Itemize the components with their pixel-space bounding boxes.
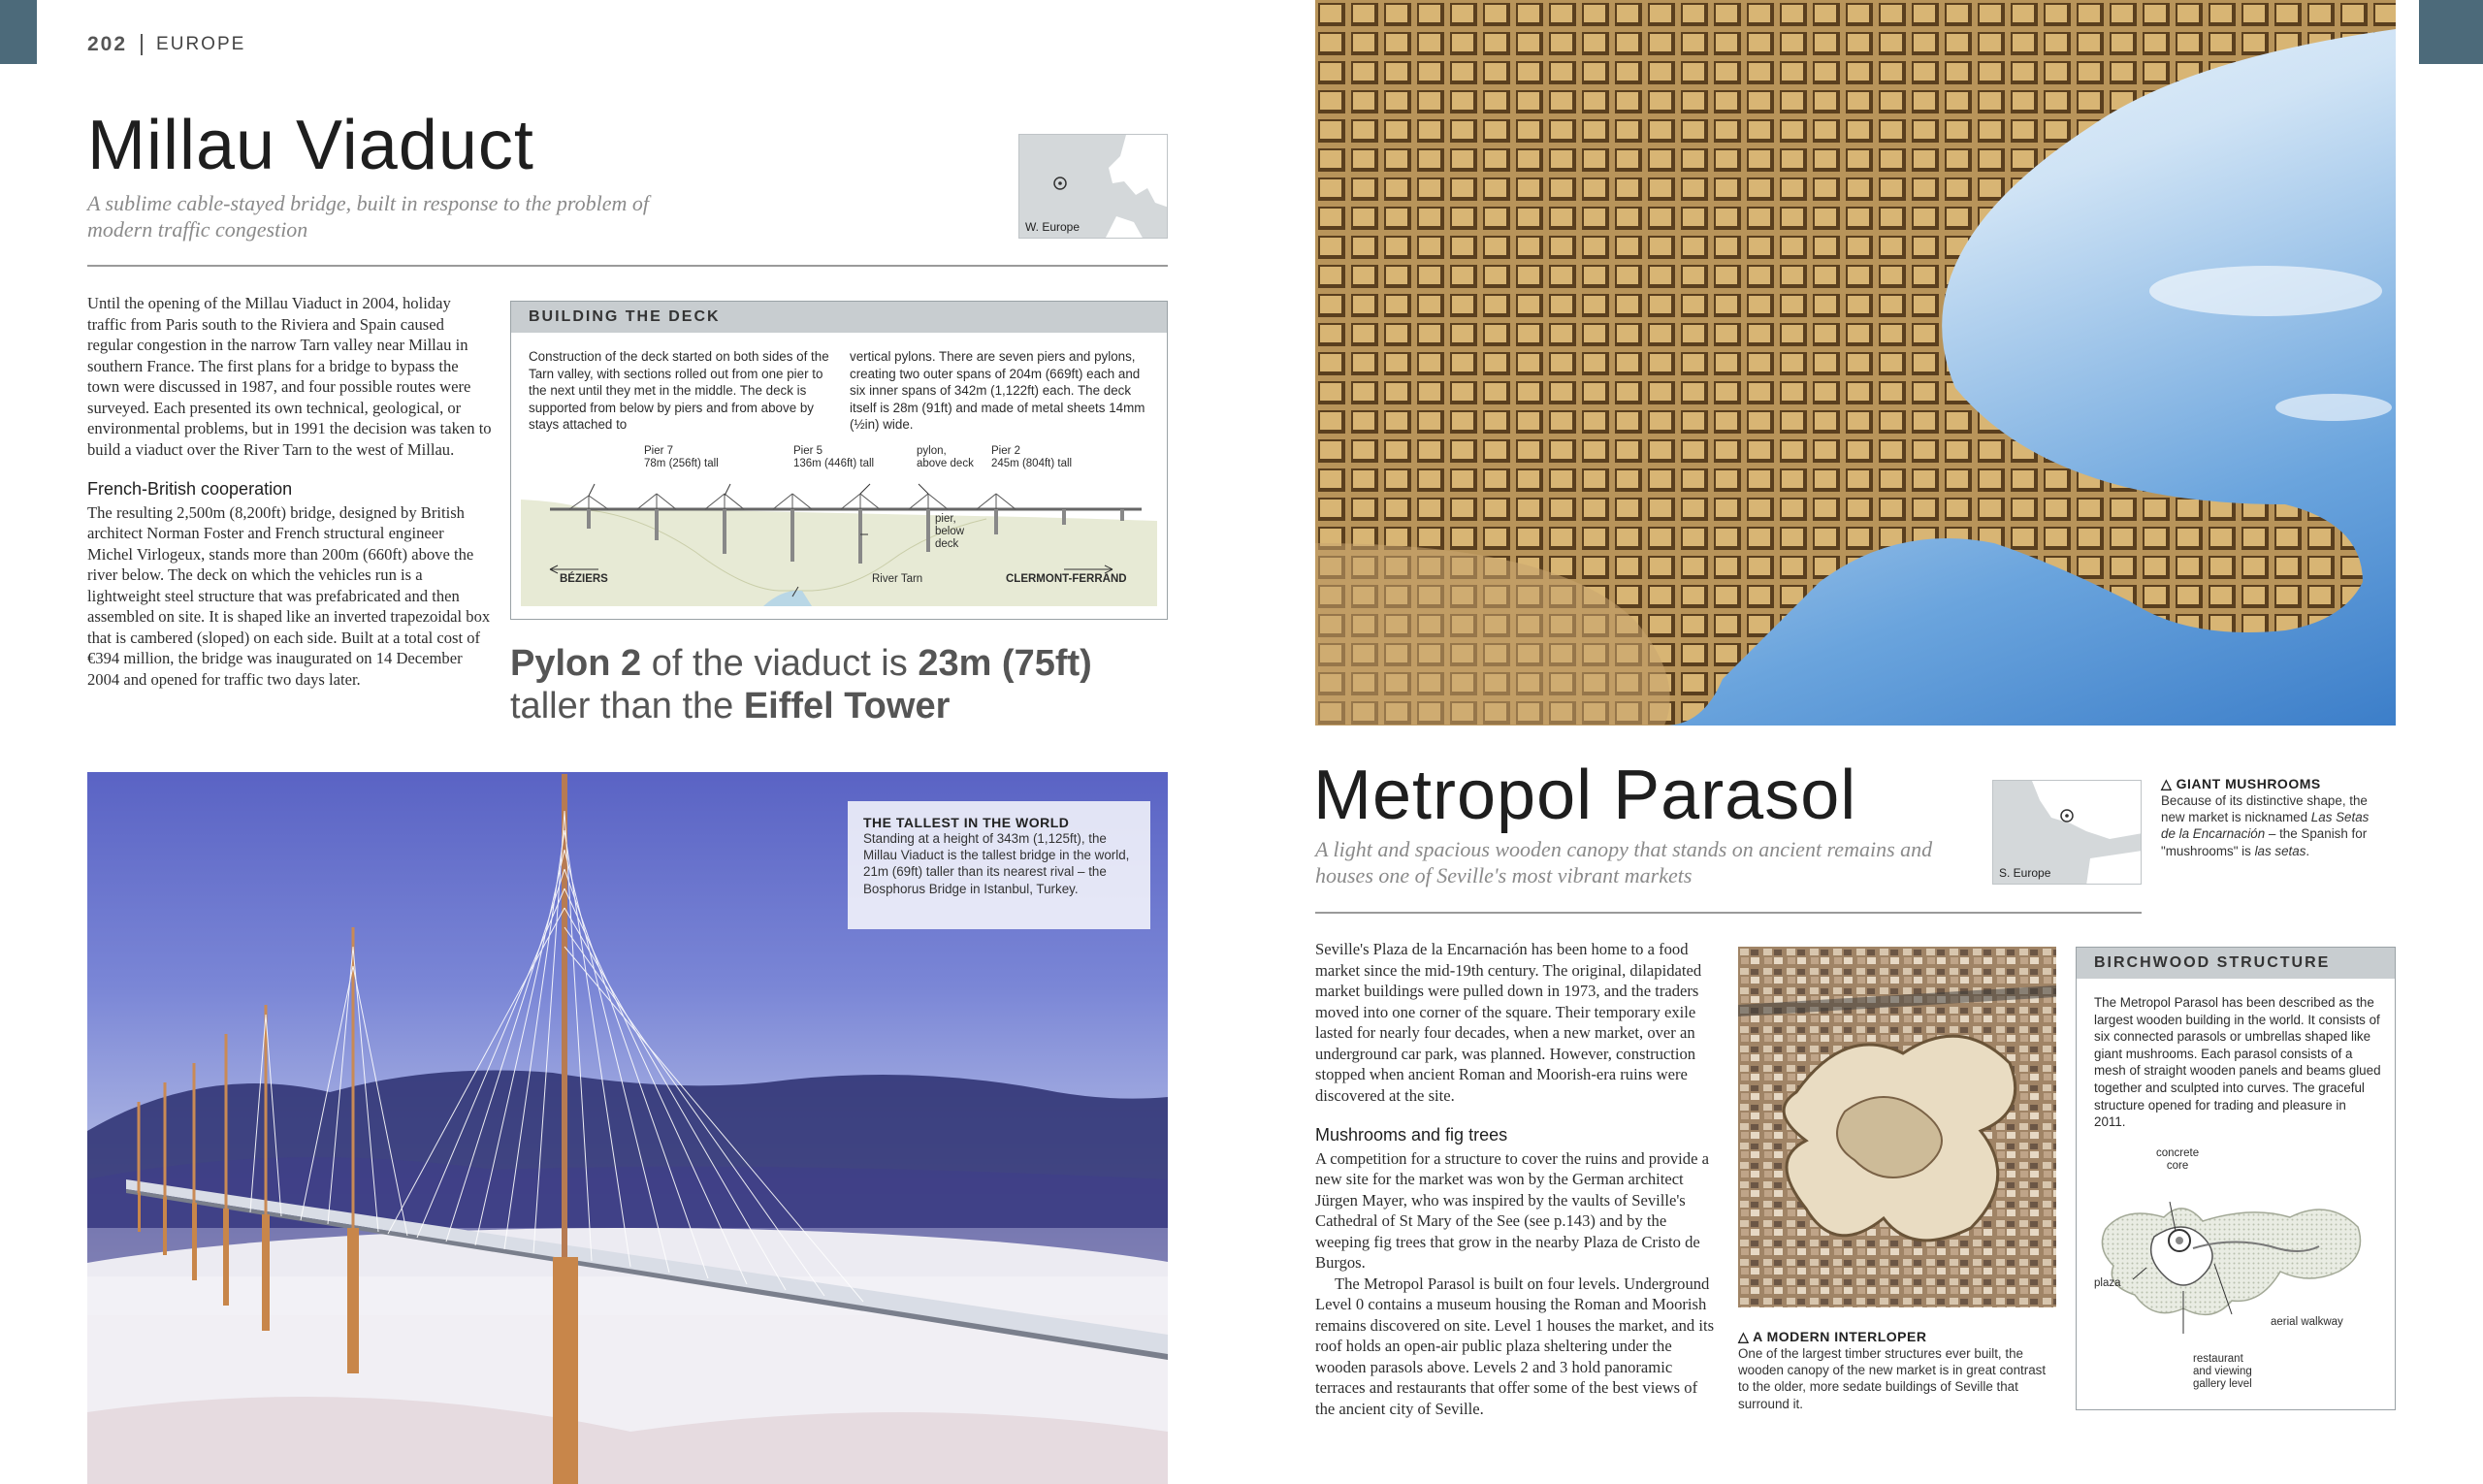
page-tab-left: [0, 0, 37, 64]
metropol-canopy-photo: [1315, 0, 2396, 726]
metropol-intro: Seville's Plaza de la Encarnación has been home to a food market since the mid-19th century. The original, dilapidated market buildings were pulled down in 1973, and the traders moved into one corner of the square. Their temporary exile lasted for nearly four decades, when a new market, over an underground car park, was planned. However, construction stopped when ancient Roman and Moorish-era ruins were discovered at the site.: [1315, 940, 1702, 1105]
deck-diagram: [521, 474, 1157, 606]
restaurant-label: [2193, 1353, 2252, 1391]
tallest-caption-text: Standing at a height of 343m (1,125ft), the Millau Viaduct is the tallest bridge in the world, 21m (69ft) taller than its nearest rival – the Bosphorus Bridge in Istanbul, Turkey.: [863, 831, 1130, 896]
mushrooms-text-italic2: las setas: [2254, 843, 2306, 858]
metropol-title-rule: [1315, 912, 2142, 914]
fact-part3: 23m (75ft): [918, 643, 1092, 684]
millau-title-rule: [87, 265, 1168, 267]
millau-body: [87, 293, 493, 690]
restaurant-line1: restaurant: [2193, 1353, 2243, 1365]
pier-below-line2: below: [935, 526, 965, 537]
mushrooms-text-c: .: [2306, 843, 2310, 858]
canopy-illustration: [1315, 0, 2396, 726]
core-label-line2: core: [2166, 1160, 2189, 1172]
tallest-caption-heading: THE TALLEST IN THE WORLD: [863, 815, 1070, 830]
core-label-line1: concrete: [2156, 1147, 2200, 1159]
millau-map-label: W. Europe: [1025, 220, 1080, 234]
deck-box-heading: BUILDING THE DECK: [511, 302, 1167, 333]
millau-viaduct-photo: [87, 772, 1168, 1484]
metropol-title: Metropol Parasol: [1313, 757, 1857, 834]
fact-part2: of the viaduct is: [641, 643, 919, 684]
birchwood-box-heading: BIRCHWOOD STRUCTURE: [2077, 948, 2395, 979]
pier5-label-line2: 136m (446ft) tall: [793, 458, 875, 469]
pylon-label-line1: pylon,: [917, 445, 947, 457]
plaza-label: plaza: [2094, 1277, 2121, 1289]
interloper-caption: [1738, 1329, 2058, 1412]
fact-part1: Pylon 2: [510, 643, 642, 684]
pylon-fact: [510, 642, 1189, 727]
aerial-walkway-label: aerial walkway: [2271, 1316, 2343, 1328]
pier7-label: [644, 445, 719, 470]
millau-subhead: French-British cooperation: [87, 479, 293, 499]
river-tarn-label: River Tarn: [872, 573, 923, 585]
metropol-body3: The Metropol Parasol is built on four levels. Underground Level 0 contains a museum housing the Roman and Moorish remains discovered on site. Level 1 houses the market, and its roof holds an open-air public plaza sheltering under the wooden parasols above. Levels 2 and 3 hold panoramic terraces and restaurants that offer some of the best views of the ancient city of Seville.: [1315, 1274, 1715, 1418]
pylon-label: [917, 445, 974, 470]
pier2-label: [991, 445, 1072, 470]
millau-subtitle: A sublime cable-stayed bridge, built in response to the problem of modern traffic congestion: [87, 191, 650, 242]
mushrooms-text-a: Because of its distinctive shape, the new market is nicknamed: [2161, 793, 2368, 825]
deck-box-col2: vertical pylons. There are seven piers and pylons, creating two outer spans of 204m (669ft) each and six inner spans of 342m (1,122ft) each. The deck itself is 28m (91ft) and made of metal sheets 14mm (½in) wide.: [850, 349, 1145, 433]
metropol-body2: A competition for a structure to cover the ruins and provide a new site for the market was won by the German architect Jürgen Mayer, who was inspired by the vaults of Seville's Cathedral of St Mary of the See (see p.143) and by the weeping fig trees that grow in the nearby Plaza de Cristo de Burgos.: [1315, 1148, 1709, 1272]
mushrooms-text-italic: Las Setas de la Encarnación: [2161, 810, 2370, 842]
birchwood-box-text: The Metropol Parasol has been described as the largest wooden building in the world. It consists of six connected parasols or umbrellas shaped like giant mushrooms. Each parasol consists of a mesh of straight wooden panels and beams glued together and sculpted into curves. The graceful structure opened for trading and pleasure in 2011.: [2094, 995, 2381, 1130]
header-divider: [141, 34, 143, 55]
pier2-label-line1: Pier 2: [991, 445, 1021, 457]
fact-part4: taller than the: [510, 686, 744, 726]
pier7-label-line1: Pier 7: [644, 445, 674, 457]
metropol-subtitle: A light and spacious wooden canopy that stands on ancient remains and houses one of Seville's most vibrant markets: [1315, 837, 1933, 887]
pier-below-line1: pier,: [935, 513, 956, 525]
beziers-label: BÉZIERS: [560, 573, 608, 585]
pier-below-deck-label: [935, 513, 964, 551]
concrete-core-label: [2156, 1147, 2199, 1173]
millau-body2: The resulting 2,500m (8,200ft) bridge, designed by British architect Norman Foster and French structural engineer Michel Virlogeux, stands more than 200m (660ft) above the river below. The deck on which the vehicles run is a lightweight steel structure that was prefabricated and then assembled on site. It is shaped like an inverted trapezoidal box that is cambered (sloped) on each side. Built at a total cost of €394 million, the bridge was inaugurated on 14 December 2004 and opened for traffic two days later.: [87, 502, 491, 689]
pylon-label-line2: above deck: [917, 458, 974, 469]
mushrooms-caption-heading: △ GIANT MUSHROOMS: [2161, 776, 2321, 791]
interloper-caption-text: One of the largest timber structures ever built, the wooden canopy of the new market is in great contrast to the older, more sedate buildings of Seville that surround it.: [1738, 1346, 2047, 1411]
page-tab-right: [2419, 0, 2483, 64]
millau-locator-map: [1018, 134, 1168, 239]
aerial-illustration: [1738, 947, 2056, 1307]
clermont-label: CLERMONT-FERRAND: [1006, 573, 1127, 585]
deck-box: [510, 301, 1168, 620]
pier7-label-line2: 78m (256ft) tall: [644, 458, 719, 469]
metropol-subhead: Mushrooms and fig trees: [1315, 1125, 1508, 1145]
pier-below-line3: deck: [935, 538, 959, 550]
tallest-caption: [848, 801, 1150, 929]
mushrooms-caption: [2161, 776, 2382, 859]
section-label: EUROPE: [156, 34, 246, 54]
metropol-locator-map: [1992, 780, 2142, 885]
metropol-body: [1315, 939, 1719, 1419]
pier5-label-line1: Pier 5: [793, 445, 823, 457]
fact-part5: Eiffel Tower: [743, 686, 951, 726]
restaurant-line3: gallery level: [2193, 1378, 2252, 1390]
pier2-label-line2: 245m (804ft) tall: [991, 458, 1073, 469]
interloper-caption-heading: △ A MODERN INTERLOPER: [1738, 1329, 1927, 1344]
mushrooms-caption-text: [2161, 792, 2382, 859]
millau-title: Millau Viaduct: [87, 107, 534, 184]
seville-aerial-photo: [1738, 947, 2056, 1307]
pier5-label: [793, 445, 874, 470]
birchwood-box: [2076, 947, 2396, 1410]
running-header: [87, 33, 245, 56]
restaurant-line2: and viewing: [2193, 1366, 2252, 1377]
millau-intro: Until the opening of the Millau Viaduct in 2004, holiday traffic from Paris south to the Riviera and Spain caused regular congestion in the narrow Tarn valley near Millau in southern France. The first plans for a bridge to bypass the town were discussed in 1987, and four possible routes were surveyed. Each presented its own technical, geological, or environmental problems, but in 1991 the decision was taken to build a viaduct over the River Tarn to the west of Millau.: [87, 294, 492, 459]
mushrooms-text-b: – the Spanish for "mushrooms" is: [2161, 826, 2368, 858]
metropol-map-label: S. Europe: [1999, 866, 2051, 880]
page-number: 202: [87, 33, 128, 55]
deck-box-col1: Construction of the deck started on both sides of the Tarn valley, with sections rolled out from one pier to the next until they met in the middle. The deck is supported from below by piers and from above by stays attached to: [529, 349, 829, 433]
